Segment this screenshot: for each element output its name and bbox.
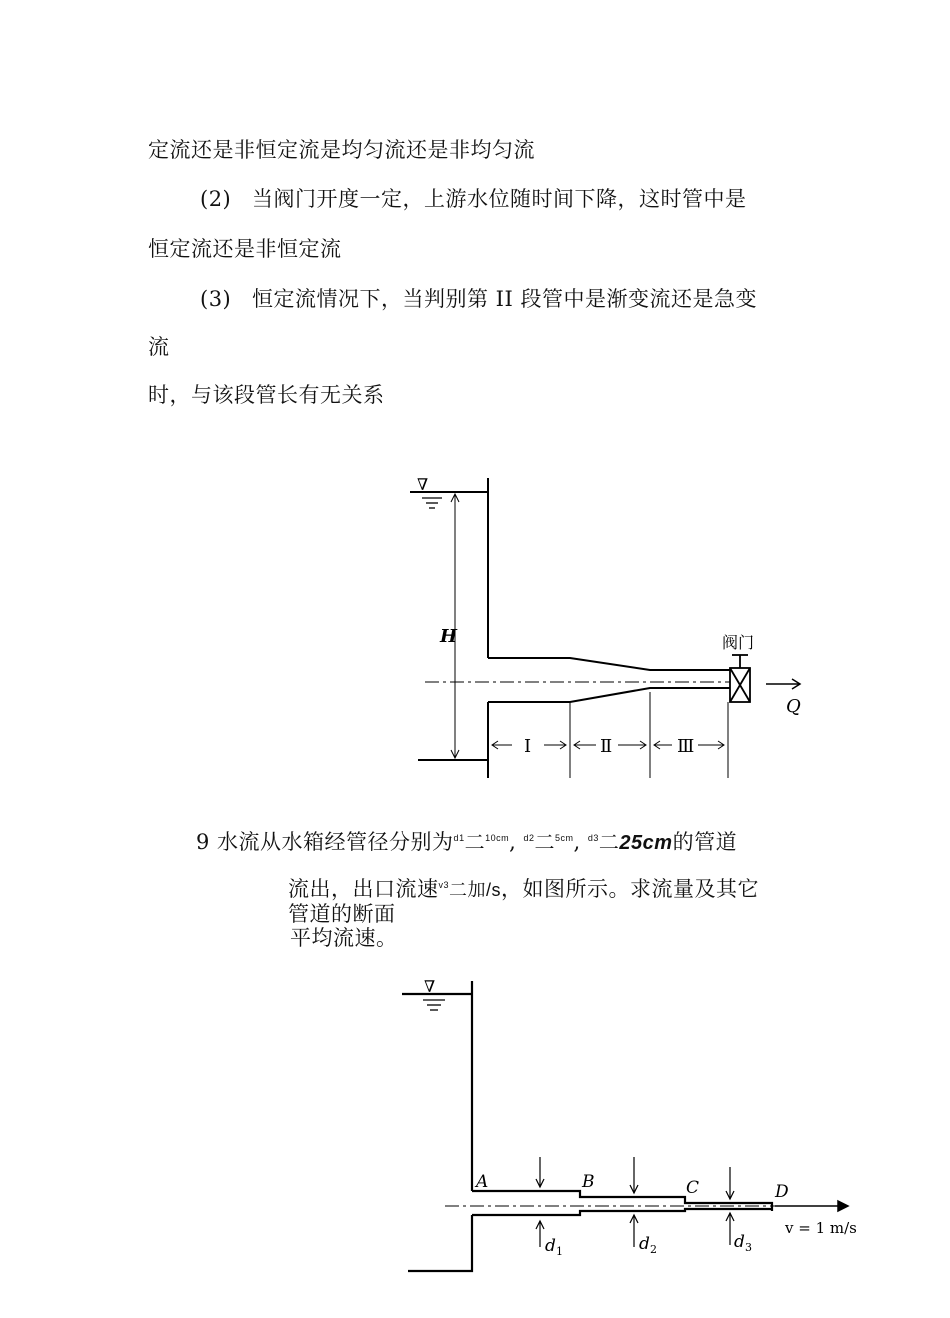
- valve-label: 阀门: [722, 633, 755, 652]
- d3-diagram-subscript: 3: [745, 1241, 752, 1254]
- water-level-symbol: ∇: [417, 475, 429, 494]
- paragraph-1-text: 定流还是非恒定流是均匀流还是非均匀流: [148, 138, 535, 162]
- v3-value: 二加/s: [449, 880, 502, 900]
- figure-2-stepped-pipe-diagram: [390, 965, 860, 1285]
- paragraph-3-cont2-text: 时，与该段管长有无关系: [148, 383, 385, 407]
- problem-9-line-1: [196, 826, 737, 856]
- d2-equals: 二: [534, 832, 555, 854]
- line-2-suffix: ，如图所示。求流量及其它: [501, 877, 760, 901]
- paragraph-2-text: 当阀门开度一定，上游水位随时间下降，这时管中是: [252, 187, 747, 211]
- d3-equals: 二: [598, 832, 620, 854]
- line-3-text: 管道的断面: [288, 902, 396, 926]
- d2-subscript: 2: [528, 833, 535, 843]
- d3-value: 25cm: [619, 832, 673, 854]
- point-b-label: B: [582, 1172, 595, 1192]
- item-number-2: (2): [200, 187, 232, 211]
- d1-diagram-subscript: 1: [556, 1245, 563, 1258]
- d1-symbol: d: [453, 833, 460, 843]
- d1-subscript: 1: [459, 833, 465, 843]
- d1-diagram-label: d: [545, 1236, 556, 1256]
- h-label: H: [440, 626, 458, 647]
- v3-subscript: 3: [443, 880, 450, 890]
- d2-diagram-label: d: [639, 1234, 650, 1254]
- paragraph-3-continued-2: [148, 379, 385, 409]
- segment-3-label: Ⅲ: [677, 736, 695, 757]
- paragraph-2: [200, 183, 747, 213]
- line-4-text: 平均流速。: [290, 926, 398, 950]
- line-2-prefix: 流出，出口流速: [288, 877, 439, 901]
- flow-q-label: Q: [786, 696, 801, 717]
- d3-diagram-label: d: [734, 1232, 745, 1252]
- separator-2: ,: [573, 830, 581, 854]
- paragraph-2-cont-text: 恒定流还是非恒定流: [148, 237, 342, 261]
- valve-icon: [730, 655, 750, 702]
- paragraph-2-continued: [148, 233, 342, 263]
- d1-equals: 二: [464, 832, 486, 854]
- item-number-3: (3): [200, 287, 232, 311]
- water-level-symbol-2: ∇: [424, 977, 436, 996]
- figure-1-tank-pipe-diagram: [400, 470, 820, 790]
- segment-2-label: Ⅱ: [600, 736, 613, 757]
- paragraph-3: [200, 283, 757, 313]
- d3-symbol: d: [587, 833, 594, 843]
- problem-9-tail: 的管道: [672, 830, 738, 854]
- paragraph-1: [148, 134, 535, 164]
- problem-9-line-4: [290, 922, 398, 952]
- d1-value: 10cm: [485, 833, 510, 843]
- point-d-label: D: [775, 1182, 789, 1202]
- point-a-label: A: [476, 1172, 489, 1192]
- problem-9-lead: 9 水流从水箱经管径分别为: [196, 830, 454, 854]
- d2-symbol: d: [523, 833, 529, 843]
- d3-subscript: 3: [593, 833, 599, 843]
- point-c-label: C: [686, 1178, 700, 1198]
- segment-1-label: I: [524, 736, 532, 757]
- outlet-velocity-label: v = 1 m/s: [785, 1219, 857, 1237]
- paragraph-3-text: 恒定流情况下，当判别第 II 段管中是渐变流还是急变: [252, 287, 757, 311]
- paragraph-3-cont1-text: 流: [148, 335, 170, 359]
- d2-diagram-subscript: 2: [650, 1243, 657, 1256]
- v3-symbol: v: [438, 880, 444, 890]
- paragraph-3-continued-1: [148, 331, 170, 361]
- d2-value: 5cm: [555, 833, 574, 843]
- separator-1: ,: [509, 830, 517, 854]
